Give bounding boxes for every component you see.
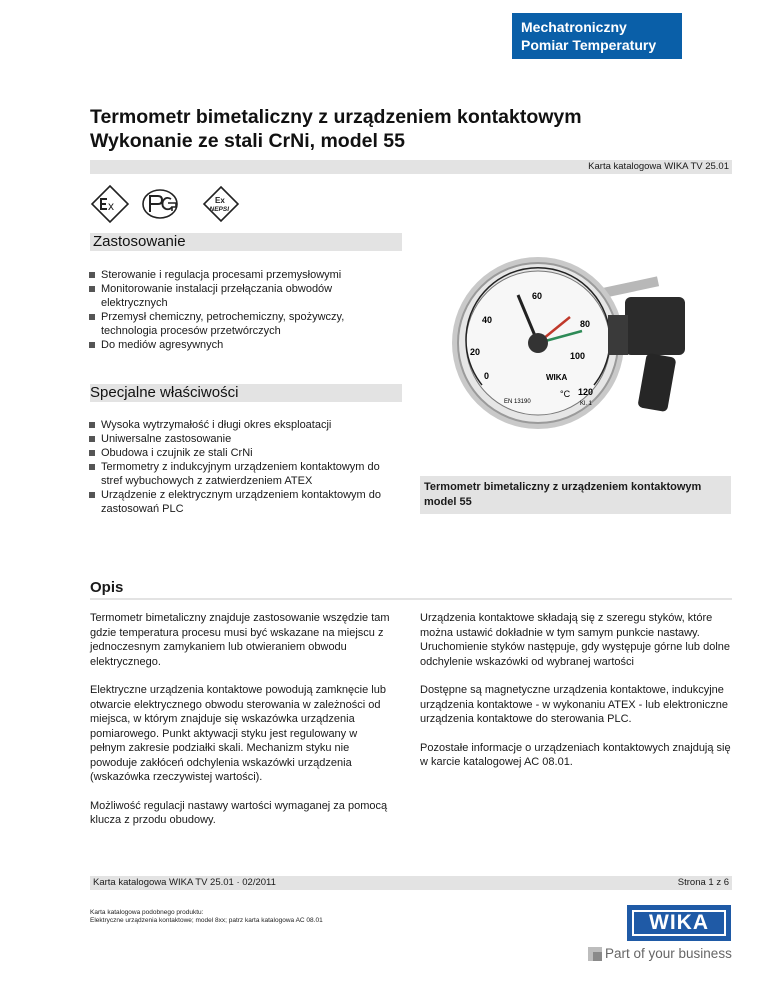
list-item: Monitorowanie instalacji przełączania obwodów elektrycznych	[88, 282, 388, 310]
applications-header-bar	[90, 233, 402, 251]
list-item: Obudowa i czujnik ze stali CrNi	[88, 446, 398, 460]
features-header-bar	[90, 384, 402, 402]
pointer-hub	[528, 333, 548, 353]
footer-bar	[90, 876, 732, 890]
description-paragraph: Możliwość regulacji nastawy wartości wymaganej za pomocą klucza z przodu obudowy.	[90, 799, 388, 826]
brand-label: WIKA	[546, 373, 568, 382]
connector-box	[625, 297, 685, 355]
svg-text:x: x	[108, 199, 114, 213]
image-caption-box	[420, 476, 731, 514]
description-left-column	[90, 611, 395, 828]
list-item: Do mediów agresywnych	[88, 338, 388, 352]
image-caption: Termometr bimetaliczny z urządzeniem kontaktowym model 55	[424, 481, 702, 508]
tick-label: 60	[532, 291, 543, 301]
cable-gland	[637, 353, 676, 412]
title-line-1: Termometr bimetaliczny z urządzeniem kontaktowym	[90, 106, 582, 128]
list-item: Wysoka wytrzymałość i długi okres eksploatacji	[88, 418, 398, 432]
features-heading: Specjalne właściwości	[90, 384, 239, 401]
description-paragraph: Urządzenia kontaktowe składają się z szeregu styków, które można ustawić dokładnie w tym samym punkcie nastawy. Uruchomienie styków następuje, gdy występuje górne lub dolne odchylenie wskazówki od wybranej wartości	[420, 612, 731, 668]
description-rule	[90, 598, 732, 600]
description-paragraph: Dostępne są magnetyczne urządzenia kontaktowe, indukcyjne urządzenia kontaktowe - w wykonaniu ATEX - lub elektroniczne urządzenia kontaktowe do sterowania PLC.	[420, 684, 728, 725]
list-item: Uniwersalne zastosowanie	[88, 432, 398, 446]
tick-label: 100	[570, 351, 586, 361]
cert-icons	[90, 184, 260, 228]
category-line-1: Mechatroniczny	[521, 19, 627, 35]
tick-label: 0	[484, 371, 490, 381]
description-heading: Opis	[90, 579, 124, 596]
list-item: Termometry z indukcyjnym urządzeniem kontaktowym do stref wybuchowych z zatwierdzeniem ATEX	[88, 460, 398, 488]
catalog-ref: Karta katalogowa WIKA TV 25.01	[588, 161, 729, 172]
ex-atex-icon	[92, 186, 128, 222]
related-note-line-2: Elektryczne urządzenia kontaktowe; model 8xx; patrz karta katalogowa AC 08.01	[90, 917, 323, 924]
class-label: Kl. 1	[580, 401, 593, 407]
list-item: Przemysł chemiczny, petrochemiczny, spożywczy, technologia procesów przetwórczych	[88, 310, 388, 338]
category-tag	[512, 13, 682, 59]
contact-housing	[608, 315, 628, 355]
product-image	[420, 255, 740, 455]
catalog-ref-bar	[90, 160, 732, 174]
page-title	[90, 105, 582, 153]
title-line-2: Wykonanie ze stali CrNi, model 55	[90, 130, 405, 152]
category-line-2: Pomiar Temperatury	[521, 37, 657, 53]
nepsi-ex-text: Ex	[215, 196, 225, 205]
slogan-text: Part of your business	[605, 946, 732, 961]
ex-nepsi-icon	[204, 187, 238, 221]
tick-label: 80	[580, 319, 591, 329]
page-number: Strona 1 z 6	[677, 877, 729, 888]
tick-label: 120	[578, 387, 594, 397]
wika-logo	[627, 905, 731, 941]
related-product-note	[90, 909, 323, 925]
slogan-block	[588, 943, 732, 965]
footer-catalog: Karta katalogowa WIKA TV 25.01 · 02/2011	[93, 877, 276, 888]
slogan-square-inner	[593, 952, 602, 961]
description-paragraph: Elektryczne urządzenia kontaktowe powodują zamknęcie lub otwarcie elektrycznego obwodu sterowania w zależności od miejsca, w którym znajduje się wskazówka urządzenia pomiarowego. Punkt aktywacji styku jest regulowany w pełnym zakresie podziałki skali. Mechanizm styku nie powoduje zakłóceń odchylenia wskazówki urządzenia (wskazówka rzeczywistej wartości).	[90, 684, 386, 783]
applications-heading: Zastosowanie	[93, 233, 186, 250]
description-right-column	[420, 611, 732, 770]
wika-logo-text: WIKA	[632, 910, 726, 936]
list-item: Sterowanie i regulacja procesami przemysłowymi	[88, 268, 388, 282]
tick-label: 40	[482, 315, 493, 325]
model-label: EN 13190	[504, 399, 531, 405]
unit-label: °C	[560, 389, 571, 399]
list-item: Urządzenie z elektrycznym urządzeniem kontaktowym do zastosowań PLC	[88, 488, 398, 516]
features-list	[88, 418, 398, 516]
tick-label: 20	[470, 347, 481, 357]
related-note-line-1: Karta katalogowa podobnego produktu:	[90, 909, 204, 916]
description-paragraph: Pozostałe informacje o urządzeniach kontaktowych znajdują się w karcie katalogowej AC 08.01.	[420, 741, 731, 768]
nepsi-label-text: NEPSI	[209, 206, 230, 213]
gost-r-icon	[143, 190, 177, 218]
applications-list	[88, 268, 388, 352]
description-paragraph: Termometr bimetaliczny znajduje zastosowanie wszędzie tam gdzie temperatura procesu musi być wskazane na miejscu z jednoczesnym zamykaniem lub otwieraniem obwodu elektrycznego.	[90, 612, 390, 668]
